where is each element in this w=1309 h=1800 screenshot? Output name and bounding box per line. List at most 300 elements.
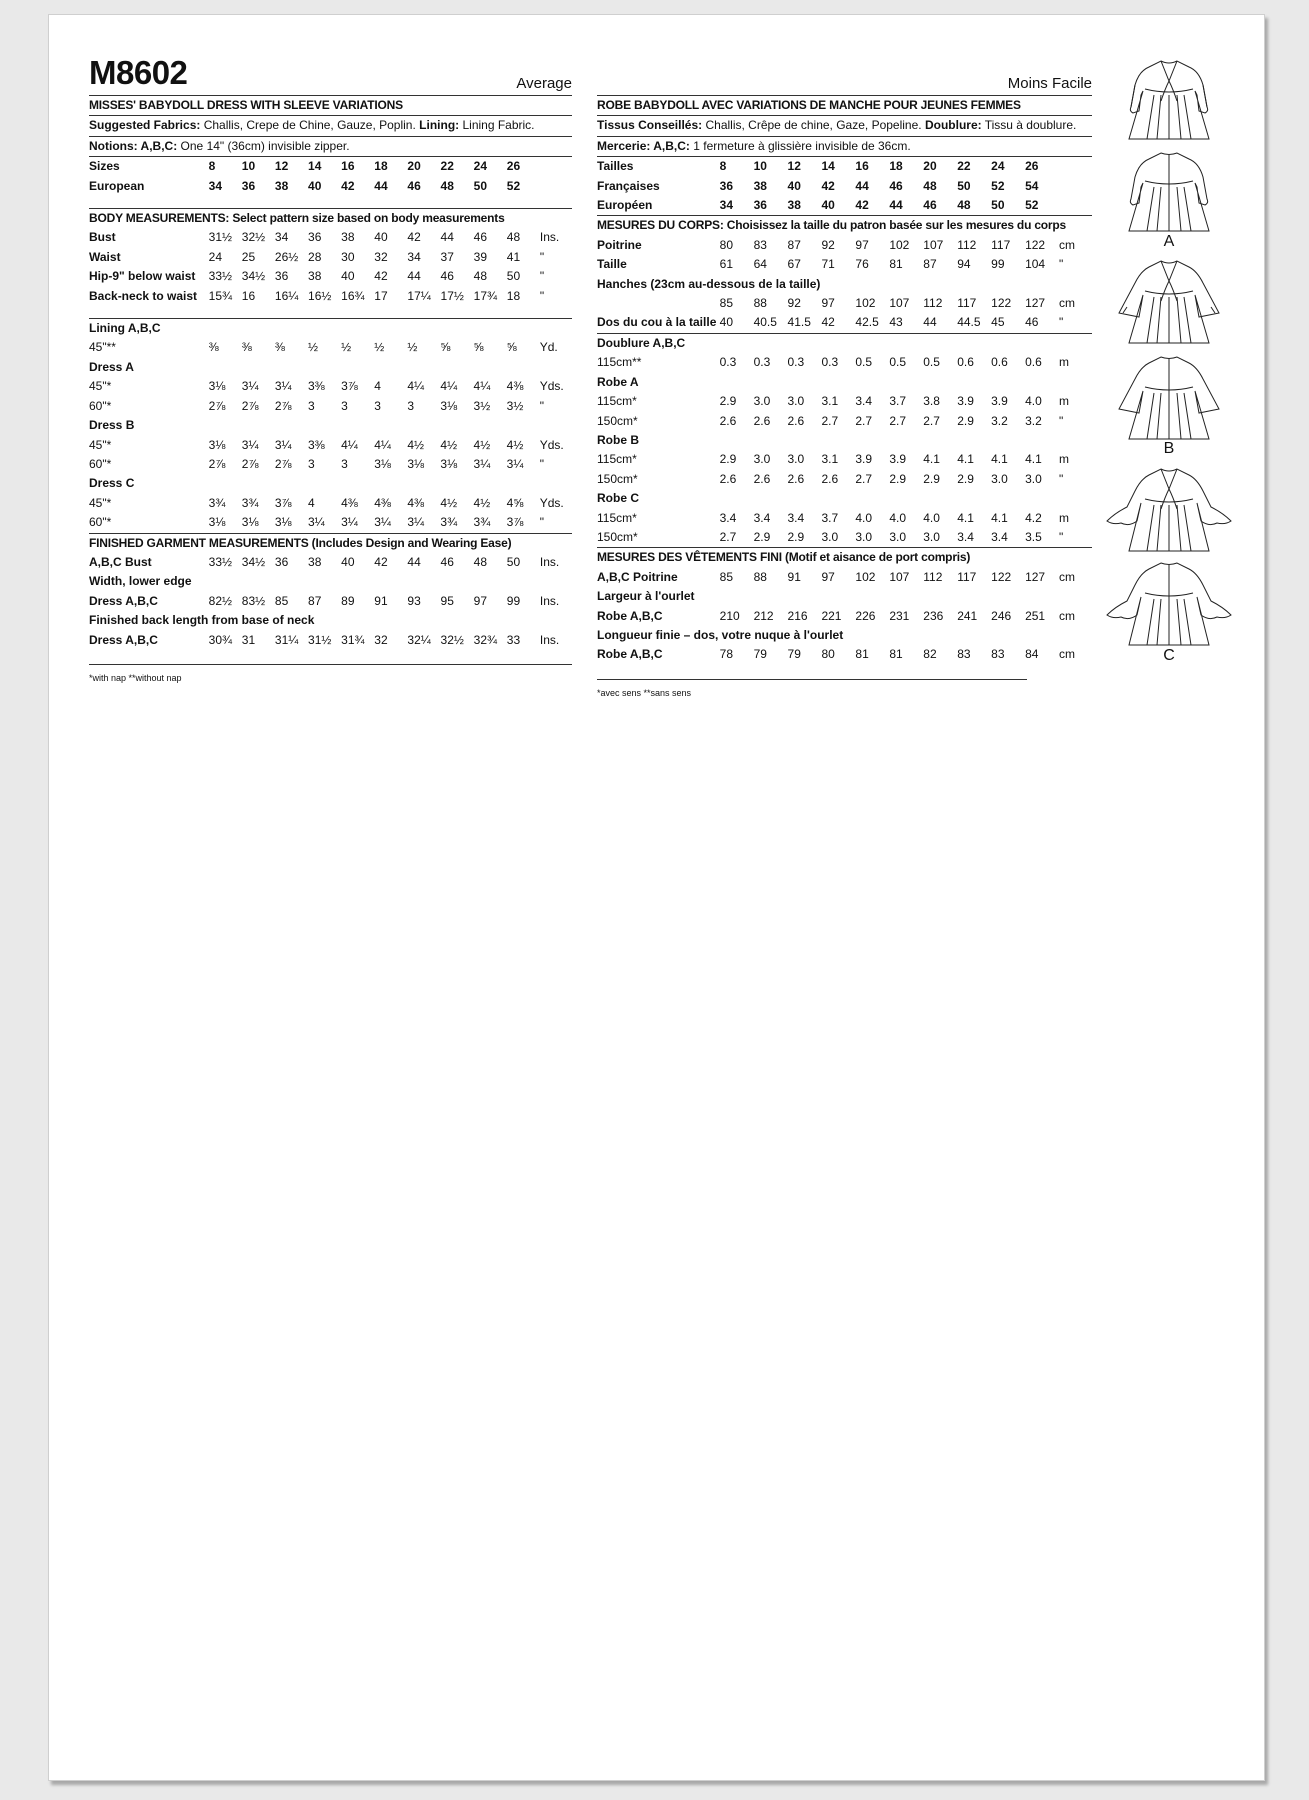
finished-measurements-table [597,568,1092,665]
table-cell: 4.0 [889,510,906,525]
table-cell: 8 [719,159,727,174]
table-cell: 97 [855,237,869,252]
unit-cell: cm [1059,608,1076,623]
fabrics-label: Tissus Conseillés: [597,118,703,133]
table-cell: 0.5 [855,355,873,370]
fabrics-text: Challis, Crepe de Chine, Gauze, Poplin. [200,118,420,133]
table-cell: 4½ [473,495,491,510]
table-cell: 3⅛ [274,515,292,530]
row-label: Dress A,B,C [89,632,158,647]
unit-cell: " [539,288,545,303]
table-cell: 87 [787,237,801,252]
table-cell: 34 [407,249,421,264]
table-cell: 2.7 [923,413,940,428]
unit-cell: cm [1059,296,1076,311]
table-cell: 16 [855,159,869,174]
notions-label: Notions: A,B,C: [89,138,178,153]
table-cell: 3.4 [957,529,974,544]
table-cell: 71 [821,257,835,272]
table-cell: 3 [307,456,315,471]
row-label: Françaises [597,178,660,193]
table-cell: 92 [787,296,801,311]
table-cell: 46 [407,178,421,193]
technical-sketches [1099,55,1239,695]
table-row [597,353,1092,372]
table-cell: 2.9 [957,471,974,486]
table-cell: 82½ [208,593,233,608]
table-cell: 3¼ [274,437,292,452]
table-cell: 3.0 [753,452,771,467]
row-label: Hip-9" below waist [89,269,196,284]
table-cell: 2.9 [787,529,805,544]
table-cell: 20 [923,159,937,174]
table-cell: 4¼ [407,379,424,394]
table-cell: 3.0 [1025,471,1042,486]
notions-line [597,137,1092,156]
table-cell: 3 [407,398,414,413]
table-cell: ½ [307,340,318,355]
table-cell: 44 [855,178,869,193]
table-cell: 14 [308,159,322,174]
view-b-label: B [1163,440,1175,457]
table-cell: 18 [889,159,903,174]
table-cell: 36 [241,178,256,193]
table-cell: 40 [719,315,733,330]
unit-cell: " [1059,315,1064,330]
table-cell: 2⅞ [241,398,259,413]
unit-cell: m [1059,355,1069,370]
table-cell: 4⅜ [341,495,358,510]
table-row [89,287,572,306]
row-subheading: Dress B [89,418,135,433]
view-a-front-sketch [1099,55,1239,143]
table-cell: 38 [787,198,801,213]
table-cell: 99 [506,593,521,608]
table-cell: 38 [341,230,355,245]
table-cell: 48 [440,178,454,193]
table-cell: 17 [374,288,388,303]
row-subheading: Lining A,B,C [89,321,161,336]
table-cell: 42 [341,178,355,193]
table-cell: 102 [855,569,876,584]
table-cell: 14 [821,159,835,174]
table-cell: 32¼ [407,632,431,647]
table-cell: 3⅞ [341,379,358,394]
table-cell: 50 [506,554,521,569]
table-row [597,568,1092,587]
table-cell: 85 [719,296,733,311]
table-cell: 38 [274,178,289,193]
row-label: 115cm** [597,355,642,370]
unit-cell: " [1059,529,1064,544]
row-subheading: Width, lower edge [89,574,192,589]
table-cell: 36 [719,178,733,193]
table-cell: 26 [1025,159,1039,174]
table-cell: 48 [473,269,488,284]
table-cell: 0.5 [923,355,940,370]
table-cell: 2.6 [753,413,771,428]
table-cell: 67 [787,257,801,272]
table-cell: 4.1 [957,510,974,525]
table-cell: 4⅜ [374,495,391,510]
unit-cell: " [539,269,545,284]
table-cell: 48 [473,554,488,569]
table-cell: 40 [787,178,801,193]
yardage-table [597,334,1092,547]
table-row [597,645,1092,664]
table-cell: 2.7 [855,471,873,486]
table-cell: 26 [506,159,521,174]
table-row [89,611,572,630]
table-cell: 33 [506,632,521,647]
table-cell: 25 [241,249,256,264]
unit-cell: m [1059,452,1069,467]
unit-cell: " [1059,257,1064,272]
table-cell: 16½ [308,288,332,303]
table-cell: 4⅝ [506,495,524,510]
table-cell: ½ [407,340,418,355]
table-cell: 3⅜ [307,379,325,394]
table-cell: 64 [753,257,767,272]
row-label: 60"* [89,398,112,413]
unit-cell: Yds. [539,379,564,394]
unit-cell: Ins. [539,632,560,647]
table-cell: 34½ [241,554,266,569]
table-cell: 85 [274,593,289,608]
table-cell: 80 [719,237,733,252]
table-cell: 107 [889,296,910,311]
table-cell: 79 [787,647,801,662]
table-cell: 3½ [473,398,491,413]
table-cell: 2.6 [787,413,805,428]
table-cell: 87 [923,257,937,272]
table-cell: 26½ [274,249,299,264]
table-cell: 99 [991,257,1005,272]
row-subheading: Hanches (23cm au-dessous de la taille) [597,276,821,291]
table-cell: 3⅛ [208,515,226,530]
table-cell: ½ [341,340,352,355]
fabrics-label: Suggested Fabrics: [89,118,201,133]
row-subheading: Doublure A,B,C [597,335,686,350]
table-cell: 112 [923,296,943,311]
table-cell: 45 [991,315,1005,330]
table-cell: 3.2 [991,413,1008,428]
row-label: Tailles [597,159,634,174]
lining-text: Lining Fabric. [459,118,535,133]
table-cell: 80 [821,647,835,662]
yardage-table [89,319,572,532]
table-cell: 83 [957,647,971,662]
unit-cell: " [539,398,545,413]
table-cell: 4.1 [923,452,940,467]
table-cell: 3.0 [787,394,805,409]
table-cell: 2.9 [889,471,906,486]
table-cell: 3⅛ [241,515,259,530]
table-row [597,373,1092,392]
row-subheading: Dress C [89,476,135,491]
table-cell: 4⅜ [407,495,424,510]
table-cell: 12 [787,159,801,174]
table-row [89,228,572,247]
table-cell: 2.7 [821,413,839,428]
table-cell: 81 [889,647,903,662]
table-cell: 42.5 [855,315,879,330]
table-cell: 36 [753,198,767,213]
table-row [597,236,1092,255]
table-cell: 102 [855,296,876,311]
table-cell: 3.4 [719,510,737,525]
table-cell: 3⅜ [307,437,325,452]
table-cell: ½ [374,340,385,355]
finished-measurements-heading: MESURES DES VÊTEMENTS FINI (Motif et aisance de port compris) [597,550,971,565]
unit-cell: Ins. [539,593,560,608]
row-label: Robe A,B,C [597,647,663,662]
table-cell: 2⅞ [208,398,226,413]
table-cell: 16 [341,159,355,174]
table-row [597,412,1092,431]
table-row [89,267,572,286]
divider [597,679,1027,680]
table-row [597,157,1092,176]
table-cell: 3.0 [753,394,771,409]
pattern-envelope-back [48,14,1265,1781]
table-cell: 3.9 [855,452,873,467]
table-cell: 40 [341,554,355,569]
table-cell: 43 [889,315,903,330]
table-cell: 8 [208,159,216,174]
table-cell: 3.9 [957,394,974,409]
nap-footnote: *with nap **without nap [89,672,182,683]
table-cell: 3⅛ [407,456,424,471]
row-label: Européen [597,198,653,213]
table-cell: 3⅞ [274,495,292,510]
table-cell: 95 [440,593,454,608]
table-cell: 0.3 [719,355,737,370]
table-cell: 4.1 [957,452,974,467]
table-cell: 3.4 [991,529,1008,544]
table-cell: 40 [308,178,322,193]
table-cell: 4.0 [923,510,940,525]
table-cell: 94 [957,257,971,272]
table-cell: 50 [473,178,488,193]
table-cell: 3¼ [374,515,391,530]
table-cell: 3⅛ [208,379,226,394]
table-row [89,455,572,474]
row-label [597,294,720,313]
row-label: A,B,C Poitrine [597,569,678,584]
table-cell: 3.0 [923,529,940,544]
table-cell: 42 [407,230,421,245]
table-cell: 4½ [506,437,524,452]
table-cell: 16¾ [341,288,365,303]
table-cell: 17¼ [407,288,431,303]
table-cell: 210 [719,608,740,623]
table-cell: 3 [374,398,381,413]
table-cell: 0.3 [787,355,805,370]
table-cell: 3.7 [889,394,906,409]
difficulty-label: Moins Facile [1007,74,1092,92]
table-cell: 79 [753,647,767,662]
table-cell: 10 [241,159,256,174]
table-cell: 2⅞ [274,456,292,471]
table-cell: 44 [440,230,454,245]
table-cell: 3.1 [821,394,839,409]
table-cell: 97 [821,569,835,584]
table-row [89,397,572,416]
row-label: 60"* [89,456,112,471]
table-row [597,528,1092,547]
table-cell: 32¾ [473,632,498,647]
header-row [597,55,1092,95]
table-cell: 251 [1025,608,1046,623]
unit-cell [1059,177,1092,196]
body-measurements-heading: BODY MEASUREMENTS: Select pattern size based on body measurements [89,211,505,226]
table-cell: 3.0 [855,529,873,544]
table-row [597,626,1092,645]
view-c-front-sketch [1099,463,1239,555]
table-row [597,196,1092,215]
finished-measurements-table [89,553,572,650]
table-cell: 3 [341,398,348,413]
table-cell: 3¾ [208,495,226,510]
table-cell: 2.6 [787,471,805,486]
row-label: Robe A,B,C [597,608,663,623]
table-cell: 50 [506,269,521,284]
table-row [89,494,572,513]
table-cell: 2.6 [753,471,771,486]
table-cell: 2.7 [719,529,737,544]
finished-measurements-heading: FINISHED GARMENT MEASUREMENTS (Includes Design and Wearing Ease) [89,535,512,550]
table-cell: 24 [473,159,488,174]
table-cell: 32 [374,632,388,647]
body-measurements-table [89,228,572,306]
size-table [597,157,1092,215]
table-cell: 221 [821,608,842,623]
table-cell: 4.1 [991,452,1008,467]
table-cell: ⅝ [473,340,484,355]
table-cell: 3.9 [889,452,906,467]
table-cell: 4.0 [855,510,873,525]
table-cell: 4¼ [440,379,458,394]
row-label: Sizes [89,159,120,174]
fabrics-text: Challis, Crêpe de chine, Gaze, Popeline. [702,118,925,133]
table-cell: 31½ [308,632,332,647]
table-cell: 2.9 [753,529,771,544]
table-cell: 42 [374,269,388,284]
pattern-title: ROBE BABYDOLL AVEC VARIATIONS DE MANCHE POUR JEUNES FEMMES [597,98,1021,112]
row-label: 115cm* [597,510,637,525]
table-cell: 3¼ [473,456,491,471]
size-table [89,157,572,196]
table-cell: 33½ [208,554,233,569]
row-label: Bust [89,230,116,245]
table-cell: 15¾ [208,288,233,303]
table-cell: 4 [374,379,381,394]
table-cell: 18 [374,159,388,174]
table-cell: 97 [473,593,488,608]
table-cell: 82 [923,647,937,662]
lining-label: Doublure: [924,118,982,133]
table-row [597,431,1092,450]
table-cell: 226 [855,608,876,623]
table-cell: 44 [923,315,937,330]
table-cell: 2.9 [923,471,940,486]
table-cell: 87 [308,593,322,608]
table-cell: 32 [374,249,388,264]
table-cell: 0.6 [957,355,974,370]
table-cell: 127 [1025,569,1046,584]
row-subheading: Finished back length from base of neck [89,613,315,628]
table-row [89,177,572,196]
unit-cell [1059,157,1092,176]
row-label: Taille [597,257,627,272]
table-cell: 31½ [208,230,233,245]
row-subheading: Longueur finie – dos, votre nuque à l'ourlet [597,627,844,642]
table-cell: 52 [991,178,1005,193]
table-cell: 52 [506,178,521,193]
unit-cell: m [1059,510,1069,525]
table-cell: 122 [991,296,1012,311]
table-cell: 41 [506,249,521,264]
table-cell: 4.2 [1025,510,1042,525]
table-cell: 3.8 [923,394,940,409]
table-cell: 0.3 [821,355,839,370]
row-label: European [89,178,145,193]
table-cell: 3¼ [274,379,292,394]
table-cell: 102 [889,237,910,252]
pattern-number: M8602 [89,54,188,91]
row-label: Poitrine [597,237,642,252]
row-label: Waist [89,249,121,264]
table-cell: 117 [957,296,977,311]
table-cell: 38 [753,178,767,193]
table-cell: 83 [991,647,1005,662]
table-cell: 3.0 [821,529,839,544]
table-cell: ⅜ [274,340,285,355]
table-cell: 3.9 [991,394,1008,409]
unit-cell: Yd. [539,340,558,355]
table-cell: 4½ [407,437,424,452]
unit-cell: Yds. [539,495,564,510]
table-row [597,275,1092,294]
table-cell: 4½ [440,437,458,452]
table-cell: 20 [407,159,421,174]
divider [89,664,572,665]
table-cell: 3¼ [307,515,325,530]
row-label: Back-neck to waist [89,288,198,303]
table-cell: 30 [341,249,355,264]
table-cell: 3⅞ [506,515,524,530]
table-cell: 2.9 [957,413,974,428]
table-row [89,572,572,591]
table-cell: 97 [821,296,835,311]
table-cell: 3 [307,398,315,413]
table-cell: 81 [889,257,903,272]
unit-cell: cm [1059,647,1076,662]
row-label: Dos du cou à la taille [597,315,717,330]
table-cell: 42 [821,315,835,330]
row-label: 45"** [89,340,116,355]
table-row [597,313,1092,332]
table-cell: 3⅛ [374,456,391,471]
table-cell: 246 [991,608,1012,623]
table-row [597,294,1092,313]
table-cell: 54 [1025,178,1039,193]
table-cell: 2⅞ [241,456,259,471]
pattern-title: MISSES' BABYDOLL DRESS WITH SLEEVE VARIATIONS [89,98,403,112]
table-cell: 84 [1025,647,1039,662]
table-cell: 2.6 [719,413,737,428]
